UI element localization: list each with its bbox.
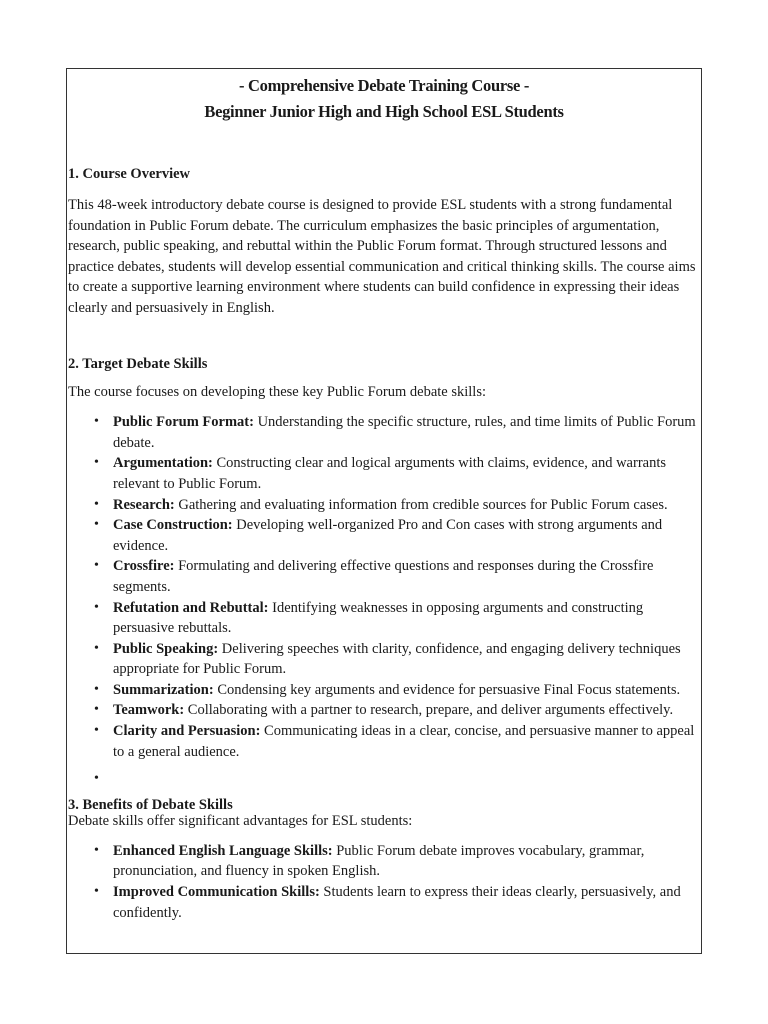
bullet-icon: •	[94, 842, 99, 858]
section-heading-benefits: 3. Benefits of Debate Skills	[68, 797, 233, 814]
list-item	[94, 556, 701, 597]
list-item	[94, 515, 701, 556]
list-item	[94, 495, 701, 516]
bullet-icon: •	[94, 884, 99, 900]
target-skills-list	[67, 412, 701, 789]
list-item	[94, 721, 701, 762]
list-item	[94, 639, 701, 680]
bullet-icon: •	[94, 599, 99, 615]
skill-term: Research:	[113, 496, 175, 513]
skill-description: Gathering and evaluating information from credible sources for Public Forum cases.	[174, 496, 668, 513]
bullet-icon: •	[94, 723, 99, 739]
skill-description: Understanding the specific structure, rules, and time limits of Public Forum debate.	[113, 414, 696, 451]
skill-description: Developing well-organized Pro and Con cases with strong arguments and evidence.	[113, 517, 663, 554]
skill-description: Identifying weaknesses in opposing arguments and constructing persuasive rebuttals.	[113, 599, 644, 637]
bullet-icon: •	[94, 558, 99, 574]
skill-term: Public Speaking:	[113, 640, 219, 657]
skill-description: Collaborating with a partner to research, prepare, and deliver arguments effectively.	[184, 702, 674, 719]
bullet-icon: •	[94, 517, 99, 533]
bullet-icon: •	[94, 496, 99, 512]
benefit-description: Students learn to express their ideas clearly, persuasively, and confidently.	[113, 884, 681, 921]
section-heading-course-overview: 1. Course Overview	[68, 166, 191, 182]
skill-description: Communicating ideas in a clear, concise, and persuasive manner to appeal to a general audience.	[113, 723, 695, 760]
benefits-intro: Debate skills offer significant advantages for ESL students:	[68, 813, 413, 830]
bullet-icon: •	[94, 771, 99, 787]
list-item	[94, 700, 701, 721]
document-title: - Comprehensive Debate Training Course -	[238, 76, 530, 95]
skill-description: Delivering speeches with clarity, confidence, and engaging delivery techniques appropriate for Public Forum.	[113, 640, 681, 678]
target-skills-intro: The course focuses on developing these key Public Forum debate skills:	[68, 383, 486, 400]
skill-term: Refutation and Rebuttal:	[113, 599, 269, 616]
skill-term: Crossfire:	[113, 558, 175, 575]
bullet-icon: •	[94, 640, 99, 656]
bullet-icon: •	[94, 455, 99, 471]
list-item	[94, 882, 701, 923]
skill-term: Summarization:	[113, 681, 214, 698]
skill-term: Argumentation:	[113, 455, 213, 472]
benefit-term: Enhanced English Language Skills:	[113, 842, 333, 859]
bullet-icon: •	[94, 702, 99, 718]
benefits-list	[67, 841, 701, 923]
benefit-term: Improved Communication Skills:	[113, 884, 320, 901]
list-item	[94, 841, 701, 882]
list-item	[94, 598, 701, 639]
list-item	[94, 453, 701, 494]
benefit-description: Public Forum debate improves vocabulary, grammar, pronunciation, and fluency in spoken English.	[113, 842, 645, 880]
skill-term: Public Forum Format:	[113, 414, 254, 431]
list-item	[94, 680, 701, 701]
bullet-icon: •	[94, 414, 99, 430]
course-overview-paragraph: This 48-week introductory debate course is designed to provide ESL students with a strong fundamental foundation in Public Forum debate. The curriculum emphasizes the basic principles of argumentation, research, public speaking, and rebuttal within the Public Forum format. Through structured lessons and practice debates, students will develop essential communication and critical thinking skills. The course aims to create a supportive learning environment where students can build confidence in expressing their ideas clearly and persuasively in English.	[68, 197, 696, 316]
document-page	[66, 68, 702, 954]
skill-description: Formulating and delivering effective questions and responses during the Crossfire segments.	[113, 558, 654, 595]
empty-list-item	[94, 769, 701, 789]
section-heading-target-skills: 2. Target Debate Skills	[68, 355, 208, 372]
bullet-icon: •	[94, 681, 99, 697]
skill-description: Constructing clear and logical arguments with claims, evidence, and warrants relevant to Public Forum.	[113, 455, 667, 492]
list-item	[94, 412, 701, 453]
skill-description: Condensing key arguments and evidence for persuasive Final Focus statements.	[213, 681, 681, 698]
skill-term: Teamwork:	[113, 702, 185, 719]
skill-term: Case Construction:	[113, 517, 233, 534]
document-subtitle: Beginner Junior High and High School ESL Students	[204, 102, 564, 121]
skill-term: Clarity and Persuasion:	[113, 723, 261, 740]
